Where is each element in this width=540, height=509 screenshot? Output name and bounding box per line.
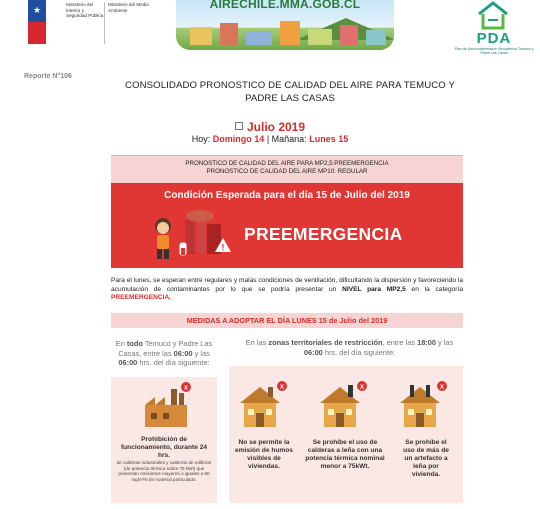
- banner-site-url: AIRECHILE.MMA.GOB.CL: [209, 0, 361, 11]
- today-date: Domingo 14: [212, 134, 265, 144]
- condition-level: PREEMERGENCIA: [244, 224, 403, 244]
- page-title: CONSOLIDADO PRONOSTICO DE CALIDAD DEL AIRE PARA TEMUCO Y PADRE LAS CASAS: [125, 80, 455, 104]
- forecast-box: [111, 155, 463, 183]
- svg-text:x: x: [440, 383, 444, 391]
- right-measure-item-2: Se prohíbe el uso de calderas a leña con una potencia térmica nominal menor a 75kWt.: [305, 439, 385, 470]
- airechile-banner: [176, 0, 394, 50]
- left-measure-item: Prohibición de funcionamiento, durante 24 hrs. de calderas industriales y calderas de edificios (de potencia térmica sobre 75 kWt) que presentan emisiones mayores o iguales a 50 mg/m³N de material particulado.: [116, 436, 212, 482]
- tomorrow-date: Lunes 15: [309, 134, 349, 144]
- smoking-house-prohibited-icon: [236, 381, 288, 431]
- right-measure-item-1: No se permite la emisión de humos visibles de viviendas.: [235, 439, 293, 470]
- measures-heading: MEDIDAS A ADOPTAR EL DÍA LUNES 15 de Julio del 2019: [111, 313, 463, 328]
- svg-text:x: x: [280, 383, 284, 391]
- svg-text:!: !: [221, 242, 225, 253]
- factory-prohibited-icon: [139, 381, 195, 431]
- condition-title: Condición Esperada para el día 15 de Julio del 2019: [164, 190, 410, 201]
- calendar-icon: [235, 122, 243, 130]
- ministry-environment-label: Ministerio del Medio Ambiente: [108, 2, 149, 13]
- boiler-house-prohibited-icon: [316, 381, 368, 431]
- forecast-paragraph: Para el lunes, se esperan entre regulares y malas condiciones de ventilación, dificultando la dispersión y favoreciendo la acumulación de contaminantes por lo que se podría presentar un NIVEL para MP2,5 en la categoría PREEMERGENCIA.: [111, 277, 463, 302]
- forecast-mp10: PRONOSTICO DE CALIDAD DEL AIRE MP10: REGULAR: [206, 168, 368, 176]
- left-measure-intro: En todo Temuco y Padre Las Casas, entre las 06:00 y las 06:00 hrs. del día siguiente:: [115, 339, 213, 368]
- pda-name: PDA: [476, 30, 512, 47]
- chile-flag-icon: ★: [28, 0, 46, 44]
- right-measure-item-3: Se prohíbe el uso de más de un artefacto a leña por vivienda.: [403, 439, 449, 478]
- multiple-stoves-prohibited-icon: [396, 381, 448, 431]
- month-heading: Julio 2019: [0, 120, 540, 134]
- dates-line: Hoy: Domingo 14 | Mañana: Lunes 15: [191, 134, 349, 144]
- report-number: Reporte N°106: [24, 73, 72, 80]
- government-logo: [28, 0, 149, 46]
- pda-house-icon: [476, 0, 510, 30]
- svg-text:x: x: [184, 384, 188, 392]
- svg-text:x: x: [360, 383, 364, 391]
- forecast-mp25: PRONOSTICO DE CALIDAD DEL AIRE PARA MP2,5:PREEMERGENCIA: [185, 160, 389, 167]
- condition-panel: [111, 183, 463, 268]
- pollution-illustration: [145, 208, 233, 263]
- ministry-interior-label: Ministerio del Interior y Seguridad Pública: [66, 2, 104, 19]
- pda-subtitle: Plan de Descontaminación Atmosférica Temuco y Padre Las Casas: [454, 47, 534, 55]
- pda-logo: [452, 0, 536, 54]
- right-measure-intro: En las zonas territoriales de restricción, entre las 18:00 y las 06:00 hrs. del día siguiente:: [245, 338, 454, 357]
